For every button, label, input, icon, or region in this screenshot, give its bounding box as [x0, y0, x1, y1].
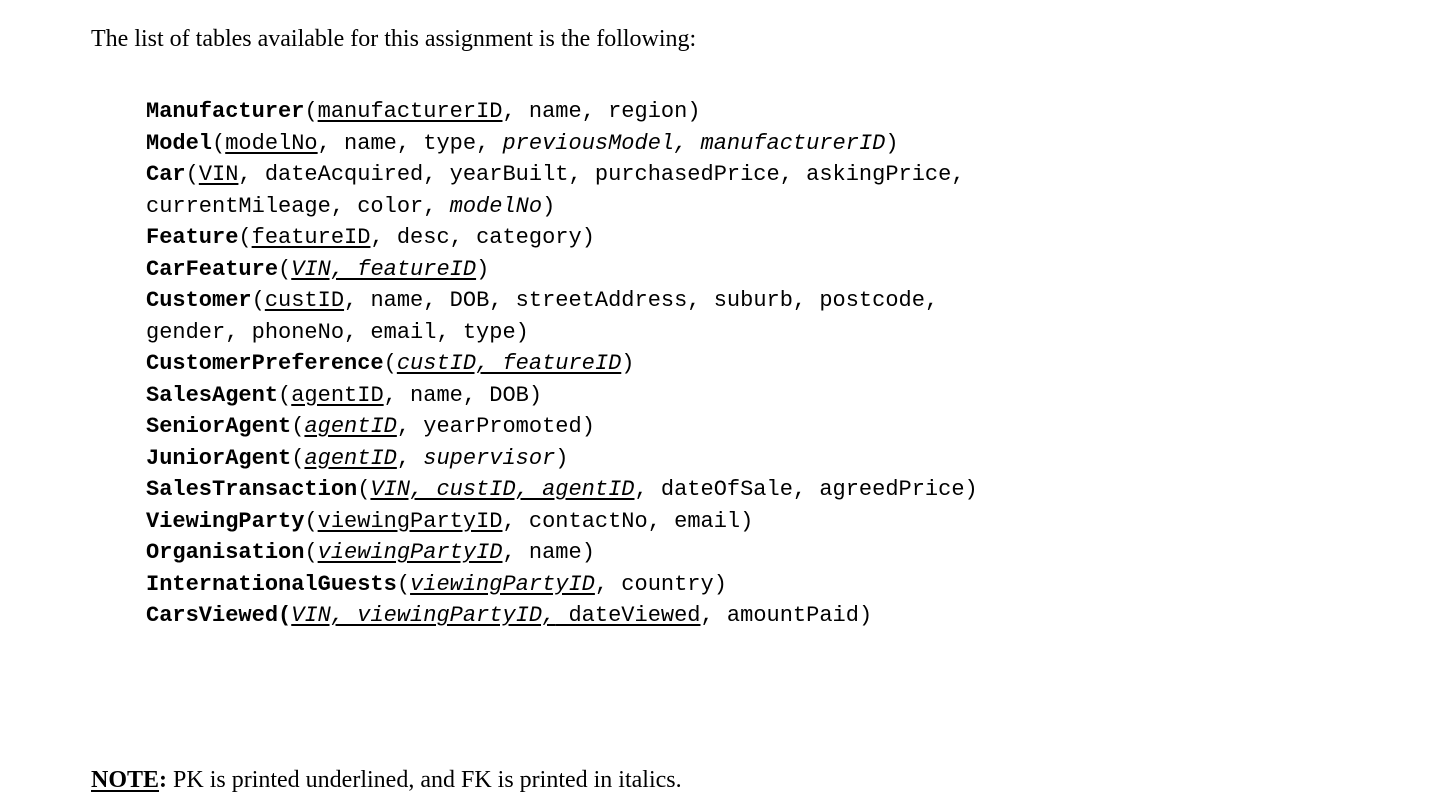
schema-text: )	[555, 445, 569, 471]
schema-text: )	[542, 193, 556, 219]
pk-fk-attribute: agentID	[304, 445, 397, 471]
pk-fk-attribute: VIN, viewingPartyID,	[291, 603, 556, 628]
table-schema-list	[146, 96, 978, 632]
primary-key-attribute: featureID	[251, 225, 371, 250]
schema-text: (	[212, 130, 226, 156]
note-label: NOTE	[91, 767, 160, 793]
foreign-key-attribute: modelNo	[449, 193, 543, 219]
table-definition-line	[146, 128, 978, 160]
primary-key-attribute: dateViewed	[555, 603, 701, 628]
table-name: CarFeature	[146, 256, 279, 282]
schema-text: , amountPaid)	[700, 603, 873, 628]
schema-text: (	[185, 162, 199, 187]
primary-key-attribute: custID	[264, 288, 345, 313]
note-text: PK is printed underlined, and FK is printed in italics.	[167, 767, 682, 793]
schema-text: , dateAcquired, yearBuilt, purchasedPrice, askingPrice,	[238, 162, 965, 187]
table-name: JuniorAgent	[146, 445, 292, 471]
table-definition-line	[146, 222, 978, 254]
table-name: Model	[146, 130, 213, 156]
pk-fk-attribute: viewingPartyID	[317, 540, 503, 565]
schema-text: , dateOfSale, agreedPrice)	[634, 477, 978, 502]
pk-fk-attribute: custID, featureID	[396, 351, 622, 376]
table-definition-line	[146, 96, 978, 128]
table-definition-line	[146, 569, 978, 601]
schema-text: , contactNo, email)	[502, 508, 754, 534]
schema-text: )	[621, 351, 635, 376]
table-name: SalesAgent	[146, 382, 279, 408]
schema-text: (	[238, 225, 252, 250]
schema-text: (	[251, 288, 265, 313]
schema-text: , name, DOB)	[383, 382, 543, 408]
note-colon: :	[159, 767, 168, 793]
table-definition-line	[146, 443, 978, 475]
table-name: SeniorAgent	[146, 414, 292, 439]
schema-text: , country)	[594, 571, 727, 597]
table-definition-line	[146, 191, 978, 223]
schema-text: currentMileage, color,	[146, 193, 450, 219]
schema-text: (	[278, 382, 292, 408]
table-definition-line	[146, 600, 978, 632]
schema-text: (	[357, 477, 371, 502]
schema-text: , yearPromoted)	[396, 414, 595, 439]
table-name: InternationalGuests	[146, 571, 397, 597]
schema-text: (	[278, 256, 292, 282]
schema-text: (	[396, 571, 411, 597]
table-name: CarsViewed(	[146, 603, 292, 628]
schema-text: ,	[396, 445, 424, 471]
pk-fk-attribute: VIN, featureID	[291, 256, 477, 282]
schema-text: (	[304, 508, 318, 534]
schema-text: , name, DOB, streetAddress, suburb, postcode,	[344, 288, 939, 313]
note-paragraph	[91, 767, 682, 794]
table-definition-line	[146, 411, 978, 443]
table-definition-line	[146, 474, 978, 506]
schema-text: (	[291, 414, 305, 439]
schema-text: (	[383, 351, 397, 376]
table-name: ViewingParty	[146, 508, 305, 534]
primary-key-attribute: VIN	[198, 162, 239, 187]
table-name: Manufacturer	[146, 99, 305, 124]
foreign-key-attribute: previousModel, manufacturerID	[502, 130, 886, 156]
primary-key-attribute: viewingPartyID	[317, 508, 503, 534]
table-definition-line	[146, 285, 978, 317]
table-definition-line	[146, 506, 978, 538]
schema-text: gender, phoneNo, email, type)	[146, 319, 529, 345]
schema-text: )	[885, 130, 899, 156]
table-definition-line	[146, 380, 978, 412]
table-definition-line	[146, 348, 978, 380]
table-name: Customer	[146, 288, 252, 313]
pk-fk-attribute: VIN, custID, agentID	[370, 477, 635, 502]
table-definition-line	[146, 317, 978, 349]
primary-key-attribute: modelNo	[225, 130, 318, 156]
schema-text: , name, type,	[317, 130, 503, 156]
primary-key-attribute: agentID	[291, 382, 384, 408]
table-name: CustomerPreference	[146, 351, 384, 376]
primary-key-attribute: manufacturerID	[317, 99, 503, 124]
schema-text: (	[304, 99, 318, 124]
table-name: Feature	[146, 225, 239, 250]
table-name: SalesTransaction	[146, 477, 358, 502]
table-definition-line	[146, 537, 978, 569]
table-name: Organisation	[146, 540, 305, 565]
schema-text: , name, region)	[502, 99, 701, 124]
schema-text: , name)	[502, 540, 595, 565]
schema-text: , desc, category)	[370, 225, 595, 250]
pk-fk-attribute: viewingPartyID	[410, 571, 595, 597]
schema-text: )	[476, 256, 490, 282]
pk-fk-attribute: agentID	[304, 414, 397, 439]
table-definition-line	[146, 159, 978, 191]
foreign-key-attribute: supervisor	[423, 445, 556, 471]
table-definition-line	[146, 254, 978, 286]
table-name: Car	[146, 162, 186, 187]
schema-text: (	[304, 540, 318, 565]
intro-text: The list of tables available for this assignment is the following:	[91, 26, 697, 52]
schema-text: (	[291, 445, 305, 471]
